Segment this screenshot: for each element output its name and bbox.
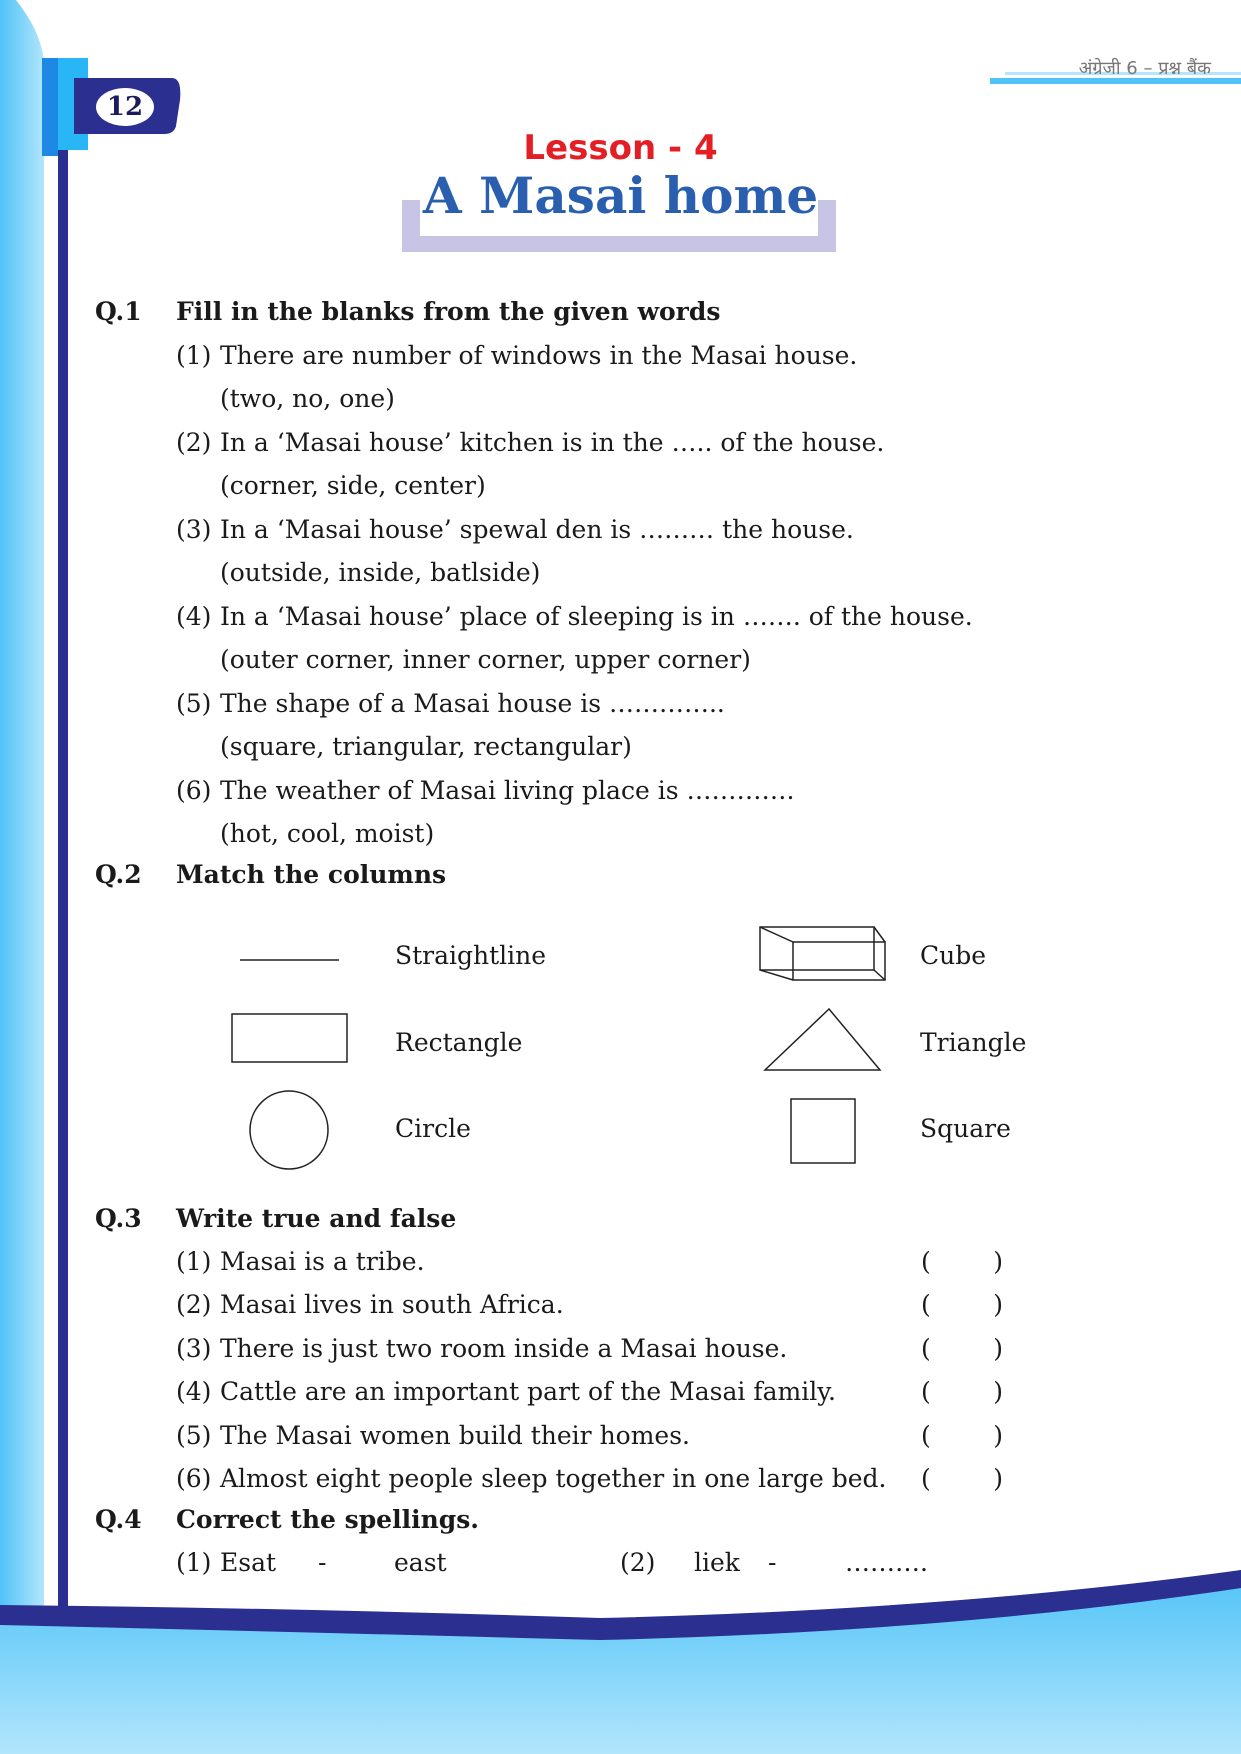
page-number: 12 bbox=[96, 88, 154, 126]
q1-item-options: (square, triangular, rectangular) bbox=[220, 732, 632, 761]
q1-item-number: (1) bbox=[176, 341, 212, 370]
answer-blank[interactable]: ( ) bbox=[921, 1464, 1003, 1493]
square-shape bbox=[791, 1099, 855, 1163]
q3-item-number: (4) bbox=[176, 1377, 212, 1406]
answer-blank[interactable]: ( ) bbox=[921, 1377, 1003, 1406]
q3-item-number: (3) bbox=[176, 1334, 212, 1363]
q3-number: Q.3 bbox=[95, 1204, 142, 1233]
q1-item-options: (outside, inside, batlside) bbox=[220, 558, 541, 587]
q1-item-text: In a ‘Masai house’ spewal den is ……… the house. bbox=[220, 515, 854, 544]
answer-blank[interactable]: ( ) bbox=[921, 1334, 1003, 1363]
rectangle-shape bbox=[232, 1014, 347, 1062]
match-label-straightline: Straightline bbox=[395, 941, 547, 970]
answer-blank[interactable]: ( ) bbox=[921, 1247, 1003, 1276]
circle-shape bbox=[250, 1091, 328, 1169]
q3-item-text: Almost eight people sleep together in one large bed. bbox=[220, 1464, 887, 1493]
q1-title: Fill in the blanks from the given words bbox=[176, 297, 721, 326]
q4-item-number: (1) bbox=[176, 1548, 212, 1577]
q4-title: Correct the spellings. bbox=[176, 1505, 480, 1534]
q3-item-number: (1) bbox=[176, 1247, 212, 1276]
q3-item-text: Cattle are an important part of the Masai family. bbox=[220, 1377, 836, 1406]
q1-item-number: (3) bbox=[176, 515, 212, 544]
q1-number: Q.1 bbox=[95, 297, 142, 326]
match-label-cube: Cube bbox=[920, 941, 987, 970]
answer-blank[interactable]: ( ) bbox=[921, 1290, 1003, 1319]
q1-item-number: (5) bbox=[176, 689, 212, 718]
q1-item-text: The shape of a Masai house is ………….. bbox=[220, 689, 725, 718]
q1-item-number: (6) bbox=[176, 776, 212, 805]
q4-misspelled-word: liek bbox=[694, 1548, 740, 1577]
q1-item-options: (two, no, one) bbox=[220, 384, 395, 413]
q3-item-number: (6) bbox=[176, 1464, 212, 1493]
lesson-label: Lesson - 4 bbox=[523, 128, 718, 168]
q1-item-options: (outer corner, inner corner, upper corner) bbox=[220, 645, 751, 674]
triangle-shape bbox=[765, 1009, 880, 1070]
lesson-title: A Masai home bbox=[422, 166, 819, 225]
q2-number: Q.2 bbox=[95, 860, 142, 889]
q1-item-text: In a ‘Masai house’ place of sleeping is in ……. of the house. bbox=[220, 602, 973, 631]
q4-number: Q.4 bbox=[95, 1505, 142, 1534]
match-label-square: Square bbox=[920, 1114, 1011, 1143]
q3-item-number: (2) bbox=[176, 1290, 212, 1319]
match-label-rectangle: Rectangle bbox=[395, 1028, 523, 1057]
q3-item-text: The Masai women build their homes. bbox=[220, 1421, 691, 1450]
q1-item-options: (corner, side, center) bbox=[220, 471, 486, 500]
q4-item-number: (2) bbox=[620, 1548, 656, 1577]
q3-title: Write true and false bbox=[176, 1204, 457, 1233]
match-label-circle: Circle bbox=[395, 1114, 471, 1143]
q4-answer[interactable]: east bbox=[394, 1548, 447, 1577]
q4-dash: - bbox=[318, 1548, 327, 1577]
cube-shape bbox=[760, 927, 885, 980]
q3-item-text: Masai lives in south Africa. bbox=[220, 1290, 564, 1319]
q3-item-text: Masai is a tribe. bbox=[220, 1247, 425, 1276]
q1-item-text: The weather of Masai living place is …………. bbox=[220, 776, 795, 805]
q2-title: Match the columns bbox=[176, 860, 447, 889]
q4-answer[interactable]: ………. bbox=[845, 1548, 928, 1577]
q1-item-number: (2) bbox=[176, 428, 212, 457]
q1-item-options: (hot, cool, moist) bbox=[220, 819, 435, 848]
q4-misspelled-word: Esat bbox=[220, 1548, 277, 1577]
answer-blank[interactable]: ( ) bbox=[921, 1421, 1003, 1450]
q3-item-number: (5) bbox=[176, 1421, 212, 1450]
book-title-header: अंग्रेजी 6 – प्रश्न बैंक bbox=[1078, 58, 1211, 79]
match-label-triangle: Triangle bbox=[920, 1028, 1027, 1057]
q1-item-text: In a ‘Masai house’ kitchen is in the ….. of the house. bbox=[220, 428, 885, 457]
q4-dash: - bbox=[768, 1548, 777, 1577]
q1-item-number: (4) bbox=[176, 602, 212, 631]
q1-item-text: There are number of windows in the Masai house. bbox=[220, 341, 858, 370]
q3-item-text: There is just two room inside a Masai house. bbox=[220, 1334, 788, 1363]
